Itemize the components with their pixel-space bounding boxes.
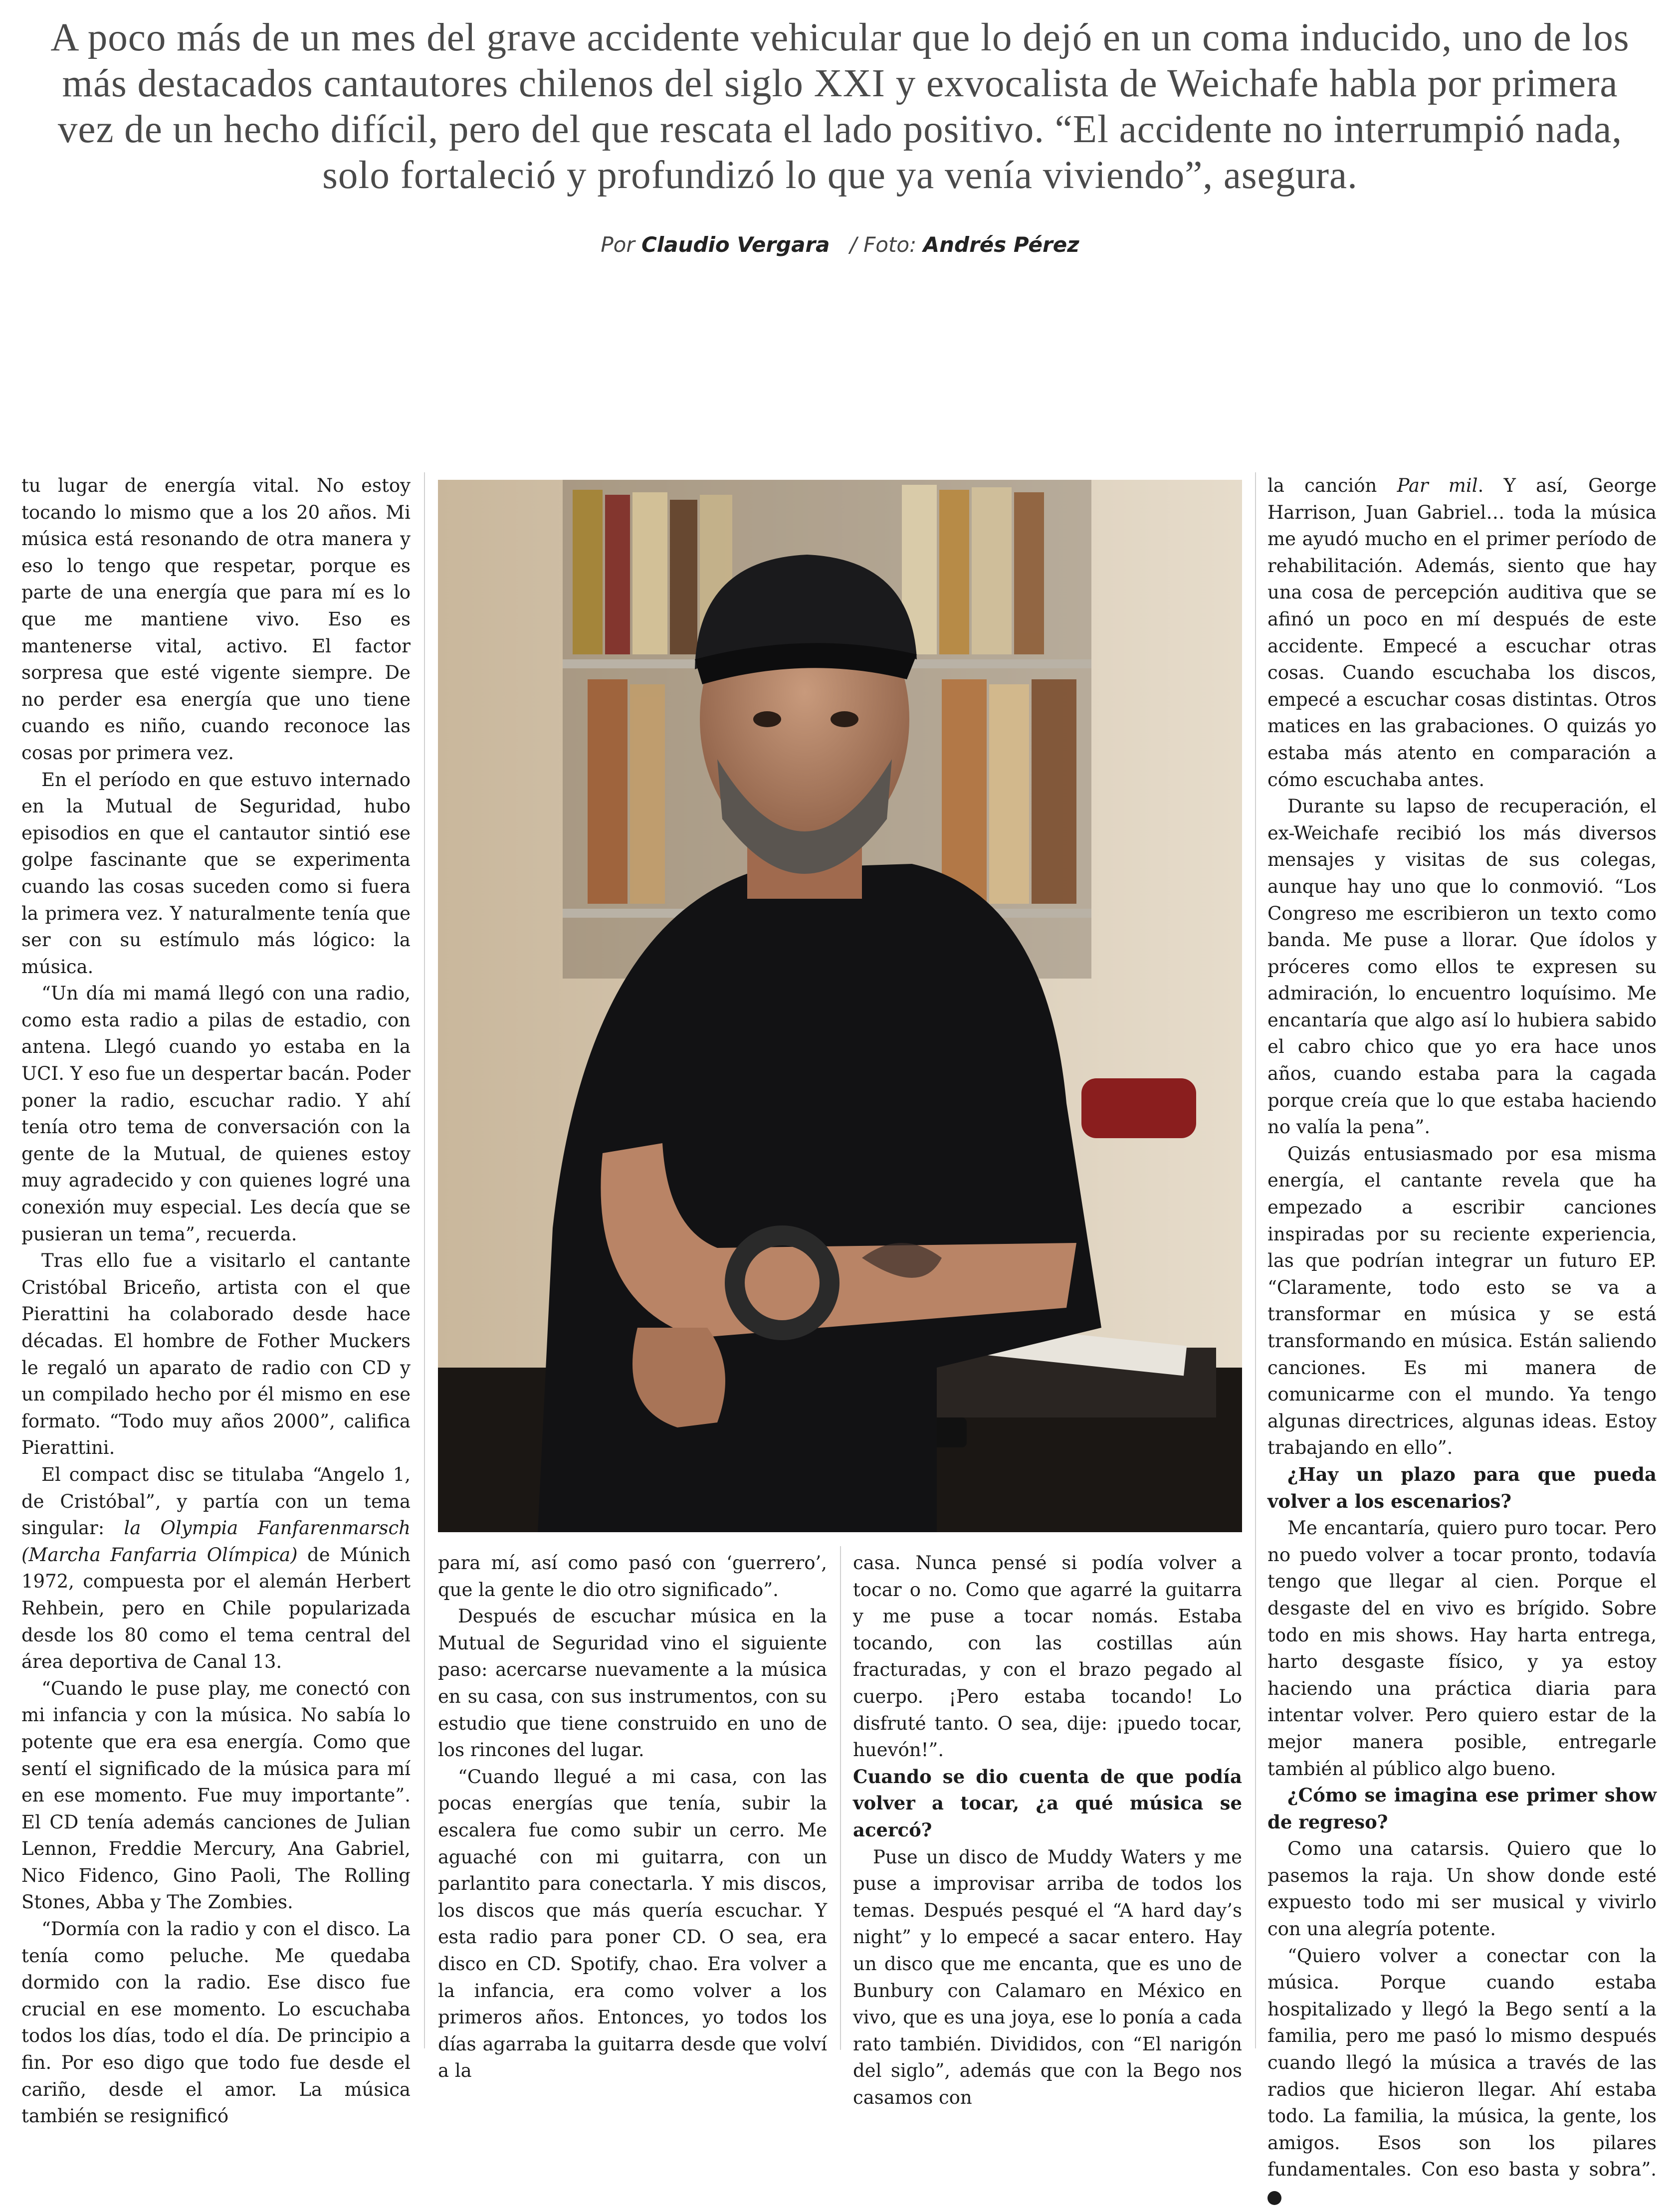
paragraph-text: “Quiero volver a conectar con la música. Porque cuando estaba hospitalizado y llegó la Bego sentí a la familia, pero me pasó lo mismo después cuando llegó la música a través de las radios que hicieron llegar. Ahí estaba todo. La familia, la música, la gente, los amigos. Esos son los pilares fundamentales. Con eso basta y sobra”. [1267,1945,1657,2181]
interview-question: ¿Cómo se imagina ese primer show de regreso? [1267,1784,1657,1833]
paragraph: Puse un disco de Muddy Waters y me puse a improvisar arriba de todos los temas. Después pesqué el “A hard day’s night” y lo empecé a sacar entero. Hay un disco que me encanta, que es uno de Bunbury con Calamaro en México en vivo, que es una joya, ese lo ponía a cada rato también. Divididos, con “El narigón del siglo”, además que con la Bego nos casamos con [853,1846,1242,2108]
paragraph: Quizás entusiasmado por esa misma energía, el cantante revela que ha empezado a escribir canciones inspiradas por su reciente experiencia, las que podrían integrar un futuro EP. “Claramente, todo esto se va a transformar en música y se está transformando en música. Están saliendo canciones. Es mi manera de comunicarme con el mundo. Ya tengo algunas directrices, algunas ideas. Estoy trabajando en ello”. [1267,1143,1657,1459]
paragraph: casa. Nunca pensé si podía volver a tocar o no. Como que agarré la guitarra y me puse a tocar nomás. Estaba tocando, con las costillas aún fracturadas, y con el brazo pegado al cuerpo. ¡Pero estaba tocando! Lo disfruté tanto. O sea, dije: ¡puedo tocar, huevón!”. [853,1552,1242,1761]
paragraph: “Dormía con la radio y con el disco. La tenía como peluche. Me quedaba dormido con la radio. Ese disco fue crucial en ese momento. Lo escuchaba todos los días, todo el día. De principio a fin. Por eso digo que todo fue desde el cariño, desde el amor. La música también se resignificó [21,1918,411,2127]
paragraph [1267,1943,1657,2210]
portrait-photo [438,480,1242,1532]
paragraph: “Cuando le puse play, me conectó con mi infancia y con la música. No sabía lo potente que era esa energía. Como que sentí el significado de la música para mí en ese momento. Fue muy importante”. El CD tenía además canciones de Julian Lennon, Freddie Mercury, Ana Gabriel, Nico Fidenco, Gino Paoli, The Rolling Stones, Abba y The Zombies. [21,1677,411,1913]
paragraph: Después de escuchar música en la Mutual de Seguridad vino el siguiente paso: acercarse nuevamente a la música en su casa, con sus instrumentos, con su estudio que tiene construido en uno de los rincones del lugar. [438,1606,827,1761]
column-divider [1255,472,1256,2048]
paragraph [1267,472,1657,793]
paragraph: “Cuando llegué a mi casa, con las pocas energías que tenía, subir la escalera fue como subir un cerro. Me aguaché con mi guitarra, con un parlantito para conectarla. Y mis discos, los discos que más quería escuchar. Y esta radio para poner CD. O sea, era disco en CD. Spotify, chao. Era volver a la infancia, era como volver a los primeros años. Entonces, yo todos los días agarraba la guitarra desde que volví a la [438,1766,827,2082]
paragraph: tu lugar de energía vital. No estoy tocando lo mismo que a los 20 años. Mi música está resonando de otra manera y eso lo tengo que respetar, porque es parte de una energía que para mí es lo que me mantiene vivo. Eso es mantenerse vital, activo. El factor sorpresa que esté vigente siempre. De no perder esa energía que uno tiene cuando es niño, cuando reconoce las cosas por primera vez. [21,475,411,764]
article-column-4 [1267,472,1657,2210]
paragraph [21,1461,411,1675]
paragraph-text: de Múnich 1972, [21,1544,411,1593]
paragraph: Tras ello fue a visitarlo el cantante Cristóbal Briceño, artista con el que Pierattini ha colaborado desde hace décadas. El hombre de Fother Muckers le regaló un aparato de radio con CD y un compilado hecho por él mismo en ese formato. “Todo muy años 2000”, califica Pierattini. [21,1250,411,1459]
portrait-illustration [438,480,1242,1532]
article-column-2 [438,1550,827,2084]
paragraph: para mí, así como pasó con ‘guerrero’, que la gente le dio otro significado”. [438,1552,827,1601]
byline-prefix: Por [601,232,635,257]
paragraph: Durante su lapso de recuperación, el ex-Weichafe recibió los más diversos mensajes y visitas de sus colegas, aunque hay uno que lo conmovió. “Los Congreso me escribieron un texto como banda. Me puse a llorar. Que ídolos y próceres como ellos te expresen su admiración, lo encuentro loquísimo. Me encantaría que algo así lo hubiera sabido el cabro chico que yo era hace unos años, cuando estaba para la cagada porque creía que lo que estaba haciendo no valía la pena”. [1267,796,1657,1138]
paragraph: “Un día mi mamá llegó con una radio, como esta radio a pilas de estadio, con antena. Llegó cuando yo estaba en la UCI. Y eso fue un despertar bacán. Poder poner la radio, escuchar radio. Y ahí tenía otro tema de conversación con la gente de la Mutual, de quienes estoy muy agradecido y con quienes logré una conexión muy especial. Les decía que se pusieran un tema”, recuerda. [21,983,411,1245]
photographer-name: Andrés Pérez [923,232,1079,257]
interview-question: ¿Hay un plazo para que pueda volver a los escenarios? [1267,1463,1657,1512]
column-divider [840,1546,841,2050]
byline [0,232,1680,257]
paragraph-text: . Y así, George Harrison, Juan Gabriel… toda la música me ayudó mucho en el primer período de rehabilitación. Además, siento que hay una cosa de percepción auditiva que se afinó un poco en mí después de este accidente. Empecé a escuchar otras cosas. Cuando escuchaba los discos, empecé a escuchar cosas distintas. Otros matices en las grabaciones. O quizás yo estaba más atento en comparación a cómo escuchaba antes. [1267,475,1657,791]
italic-title: Par mil [1397,475,1478,496]
paragraph: En el período en que estuvo internado en la Mutual de Seguridad, hubo episodios en que el cantautor sintió ese golpe fascinante que se experimenta cuando las cosas suceden como si fuera la primera vez. Y naturalmente tenía que ser con su estímulo más lógico: la música. [21,769,411,978]
article-column-3 [853,1550,1242,2111]
italic-title: la Olympia Fanfarenmarsch (Marcha Fanfarria Olímpica) [21,1517,411,1566]
paragraph-text: la canción [1267,475,1377,496]
interview-question: Cuando se dio cuenta de que podía volver a tocar, ¿a qué música se acercó? [853,1765,1242,1841]
photo-credit-prefix: / Foto: [849,232,917,257]
paragraph-text: El compact disc se titulaba “Angelo 1, de Cristóbal”, y partía con un tema singular: [21,1463,411,1539]
end-of-article-icon: o [1267,2191,1281,2205]
column-divider [424,472,425,2048]
paragraph: Como una catarsis. Quiero que lo pasemos la raja. Un show donde esté expuesto todo mi ser musical y vivirlo con una alegría potente. [1267,1838,1657,1940]
paragraph-text: compuesta por el alemán Herbert Rehbein, pero en Chile popularizada desde los 80 como el tema central del área deportiva de Canal 13. [21,1571,411,1673]
author-name: Claudio Vergara [641,232,830,257]
article-column-1 [21,472,411,2130]
article-dek: A poco más de un mes del grave accidente vehicular que lo dejó en un coma inducido, uno de los más destacados cantautores chilenos del siglo XXI y exvocalista de Weichafe habla por primera vez de un hecho difícil, pero del que rescata el lado positivo. “El accidente no interrumpió nada, solo fortaleció y profundizó lo que ya venía viviendo”, asegura. [50,16,1630,197]
paragraph: Me encantaría, quiero puro tocar. Pero no puedo volver a tocar pronto, todavía tengo que llegar al cien. Porque el desgaste del en vivo es brígido. Sobre todo en mis shows. Hay harta entrega, harto desgaste físico, y ya estoy haciendo una práctica diaria para intentar volver. Pero quiero estar de la mejor manera posible, entregarle también al público algo bueno. [1267,1517,1657,1780]
